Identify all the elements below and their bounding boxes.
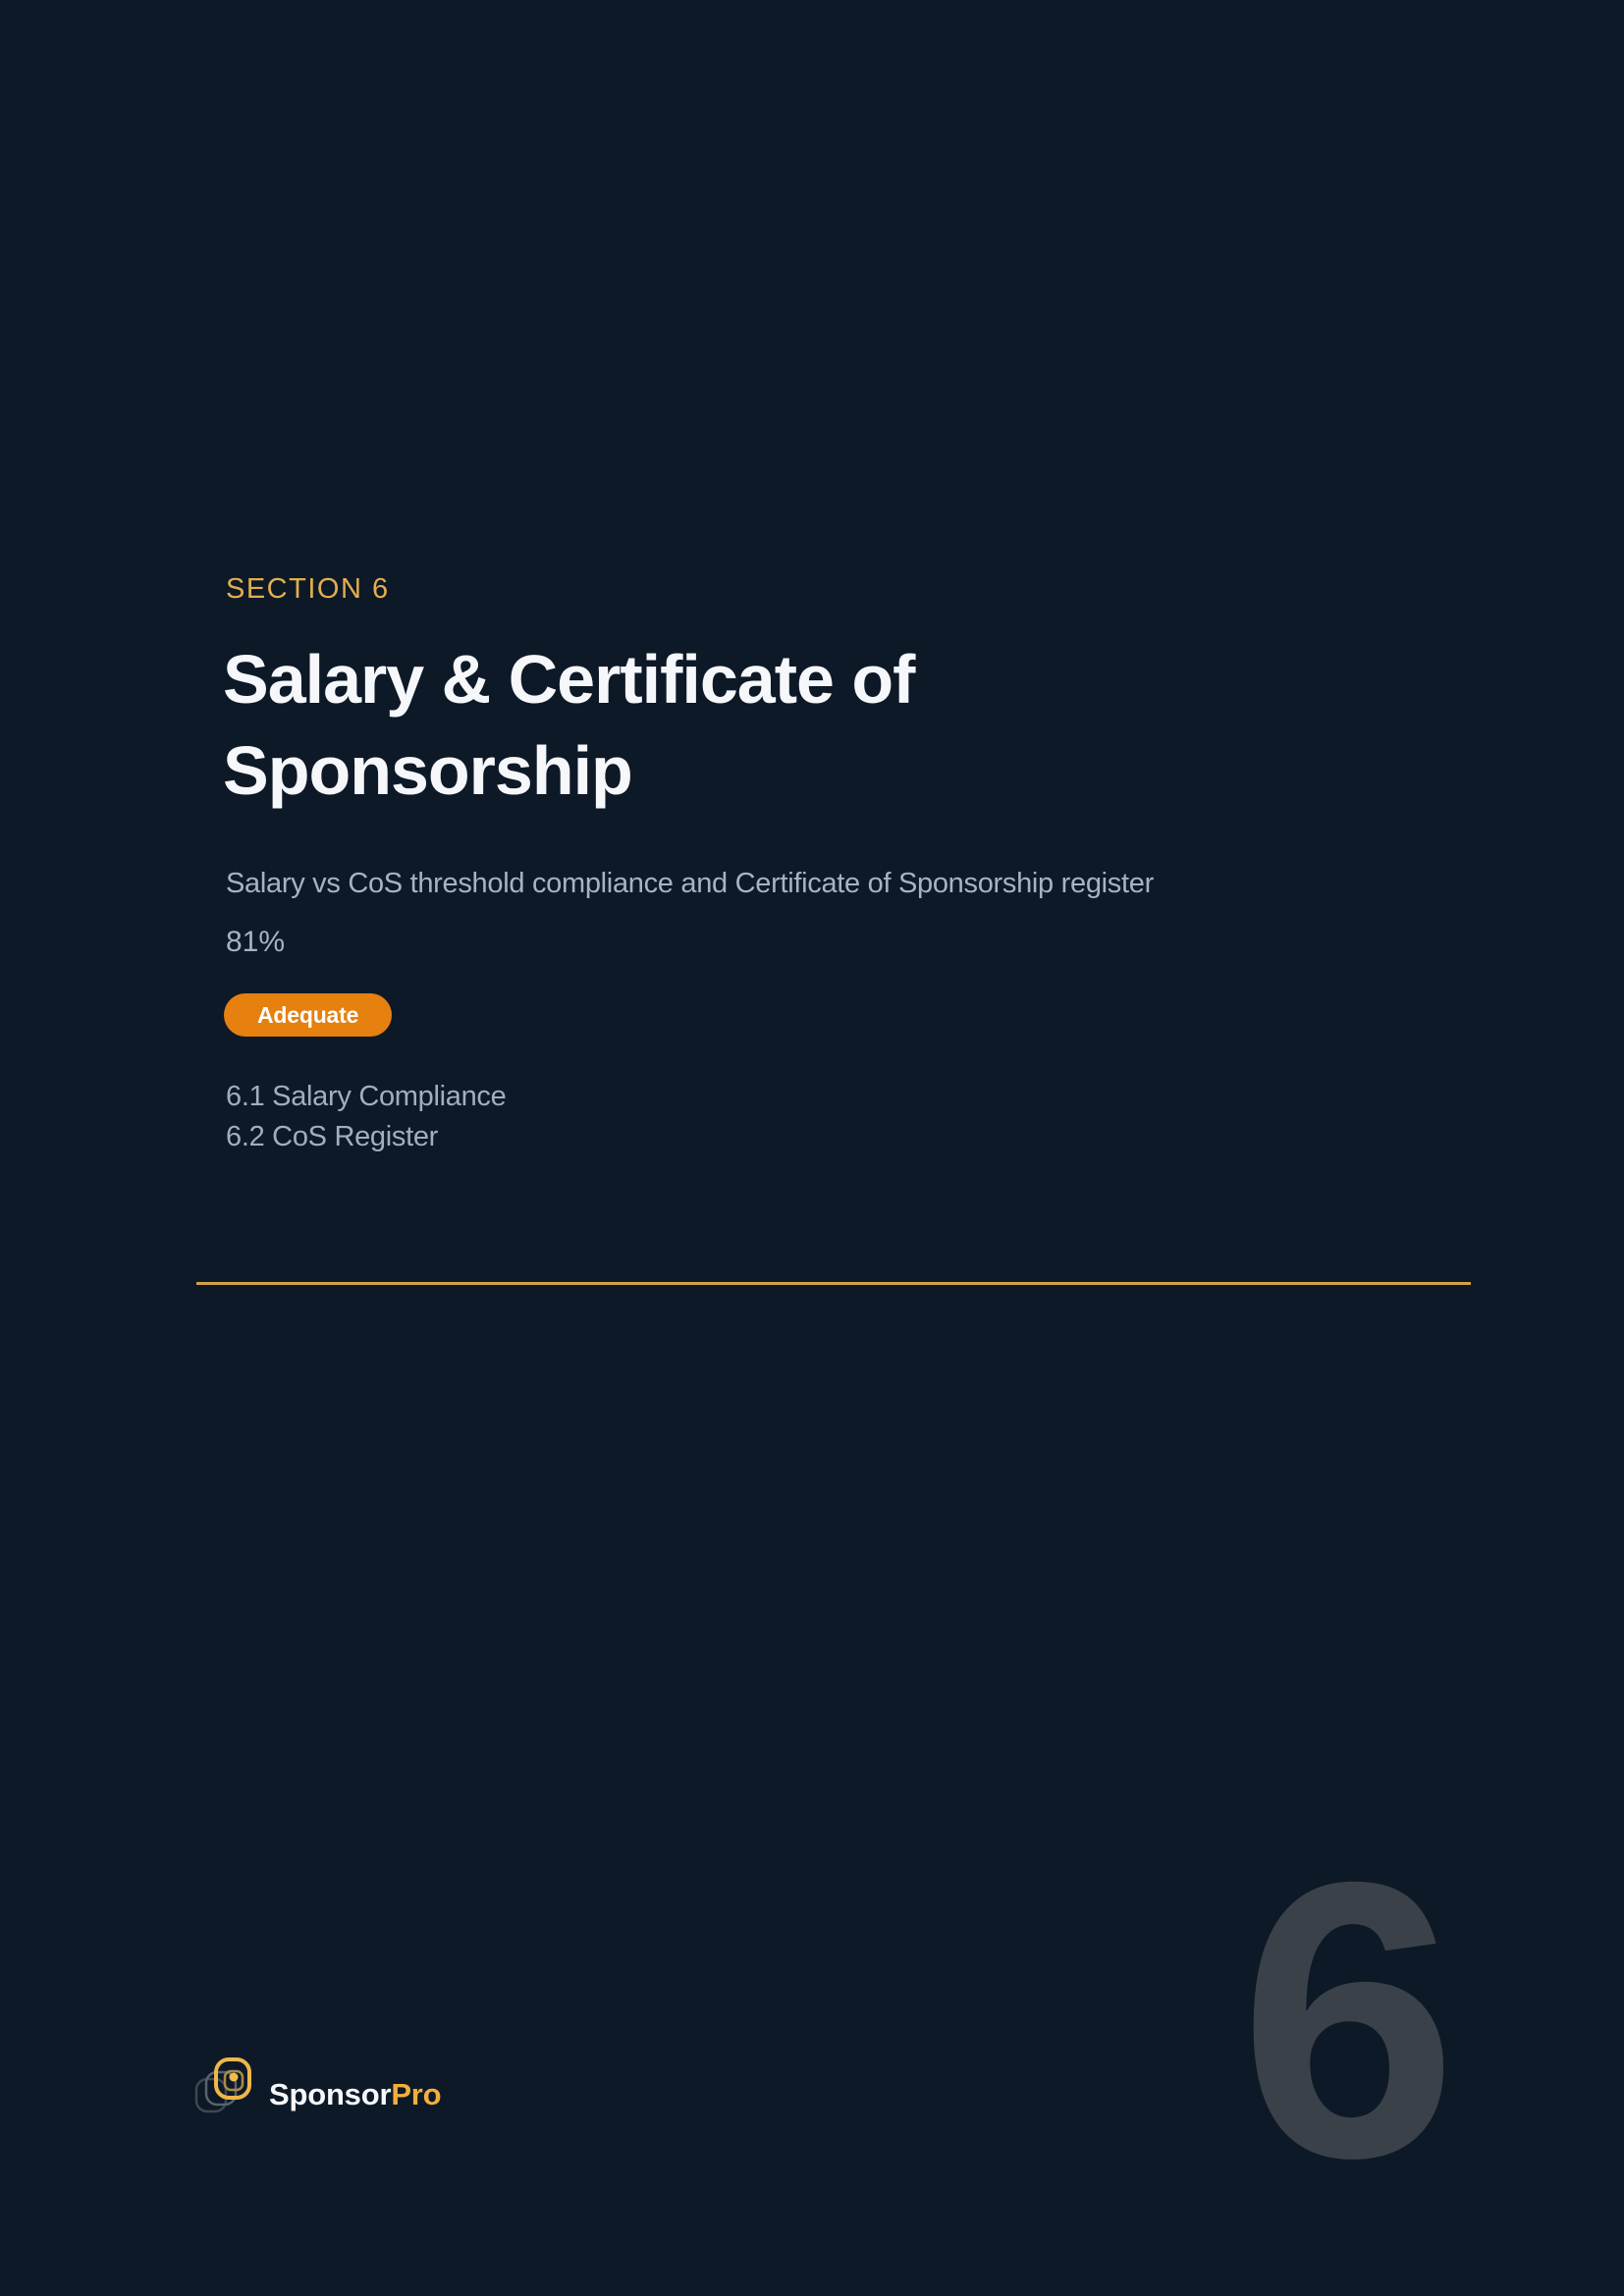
- brand-name-secondary: Pro: [391, 2077, 442, 2111]
- brand-name-primary: Sponsor: [269, 2077, 392, 2111]
- section-number-watermark: 6: [1239, 1800, 1458, 2239]
- toc-item: 6.1 Salary Compliance: [226, 1081, 507, 1112]
- page-title: Salary & Certificate of Sponsorship: [223, 641, 915, 809]
- stacked-rounded-squares-icon: [192, 2054, 261, 2122]
- section-eyebrow: SECTION 6: [226, 573, 390, 605]
- brand-logo: [192, 2054, 441, 2122]
- status-badge: Adequate: [224, 993, 392, 1037]
- toc-item: 6.2 CoS Register: [226, 1121, 439, 1152]
- section-toc: [226, 1077, 506, 1157]
- brand-wordmark: [269, 2076, 441, 2113]
- section-subtitle: Salary vs CoS threshold compliance and Certificate of Sponsorship register: [226, 868, 1154, 899]
- section-score: 81%: [226, 926, 286, 958]
- divider-line: [196, 1282, 1471, 1285]
